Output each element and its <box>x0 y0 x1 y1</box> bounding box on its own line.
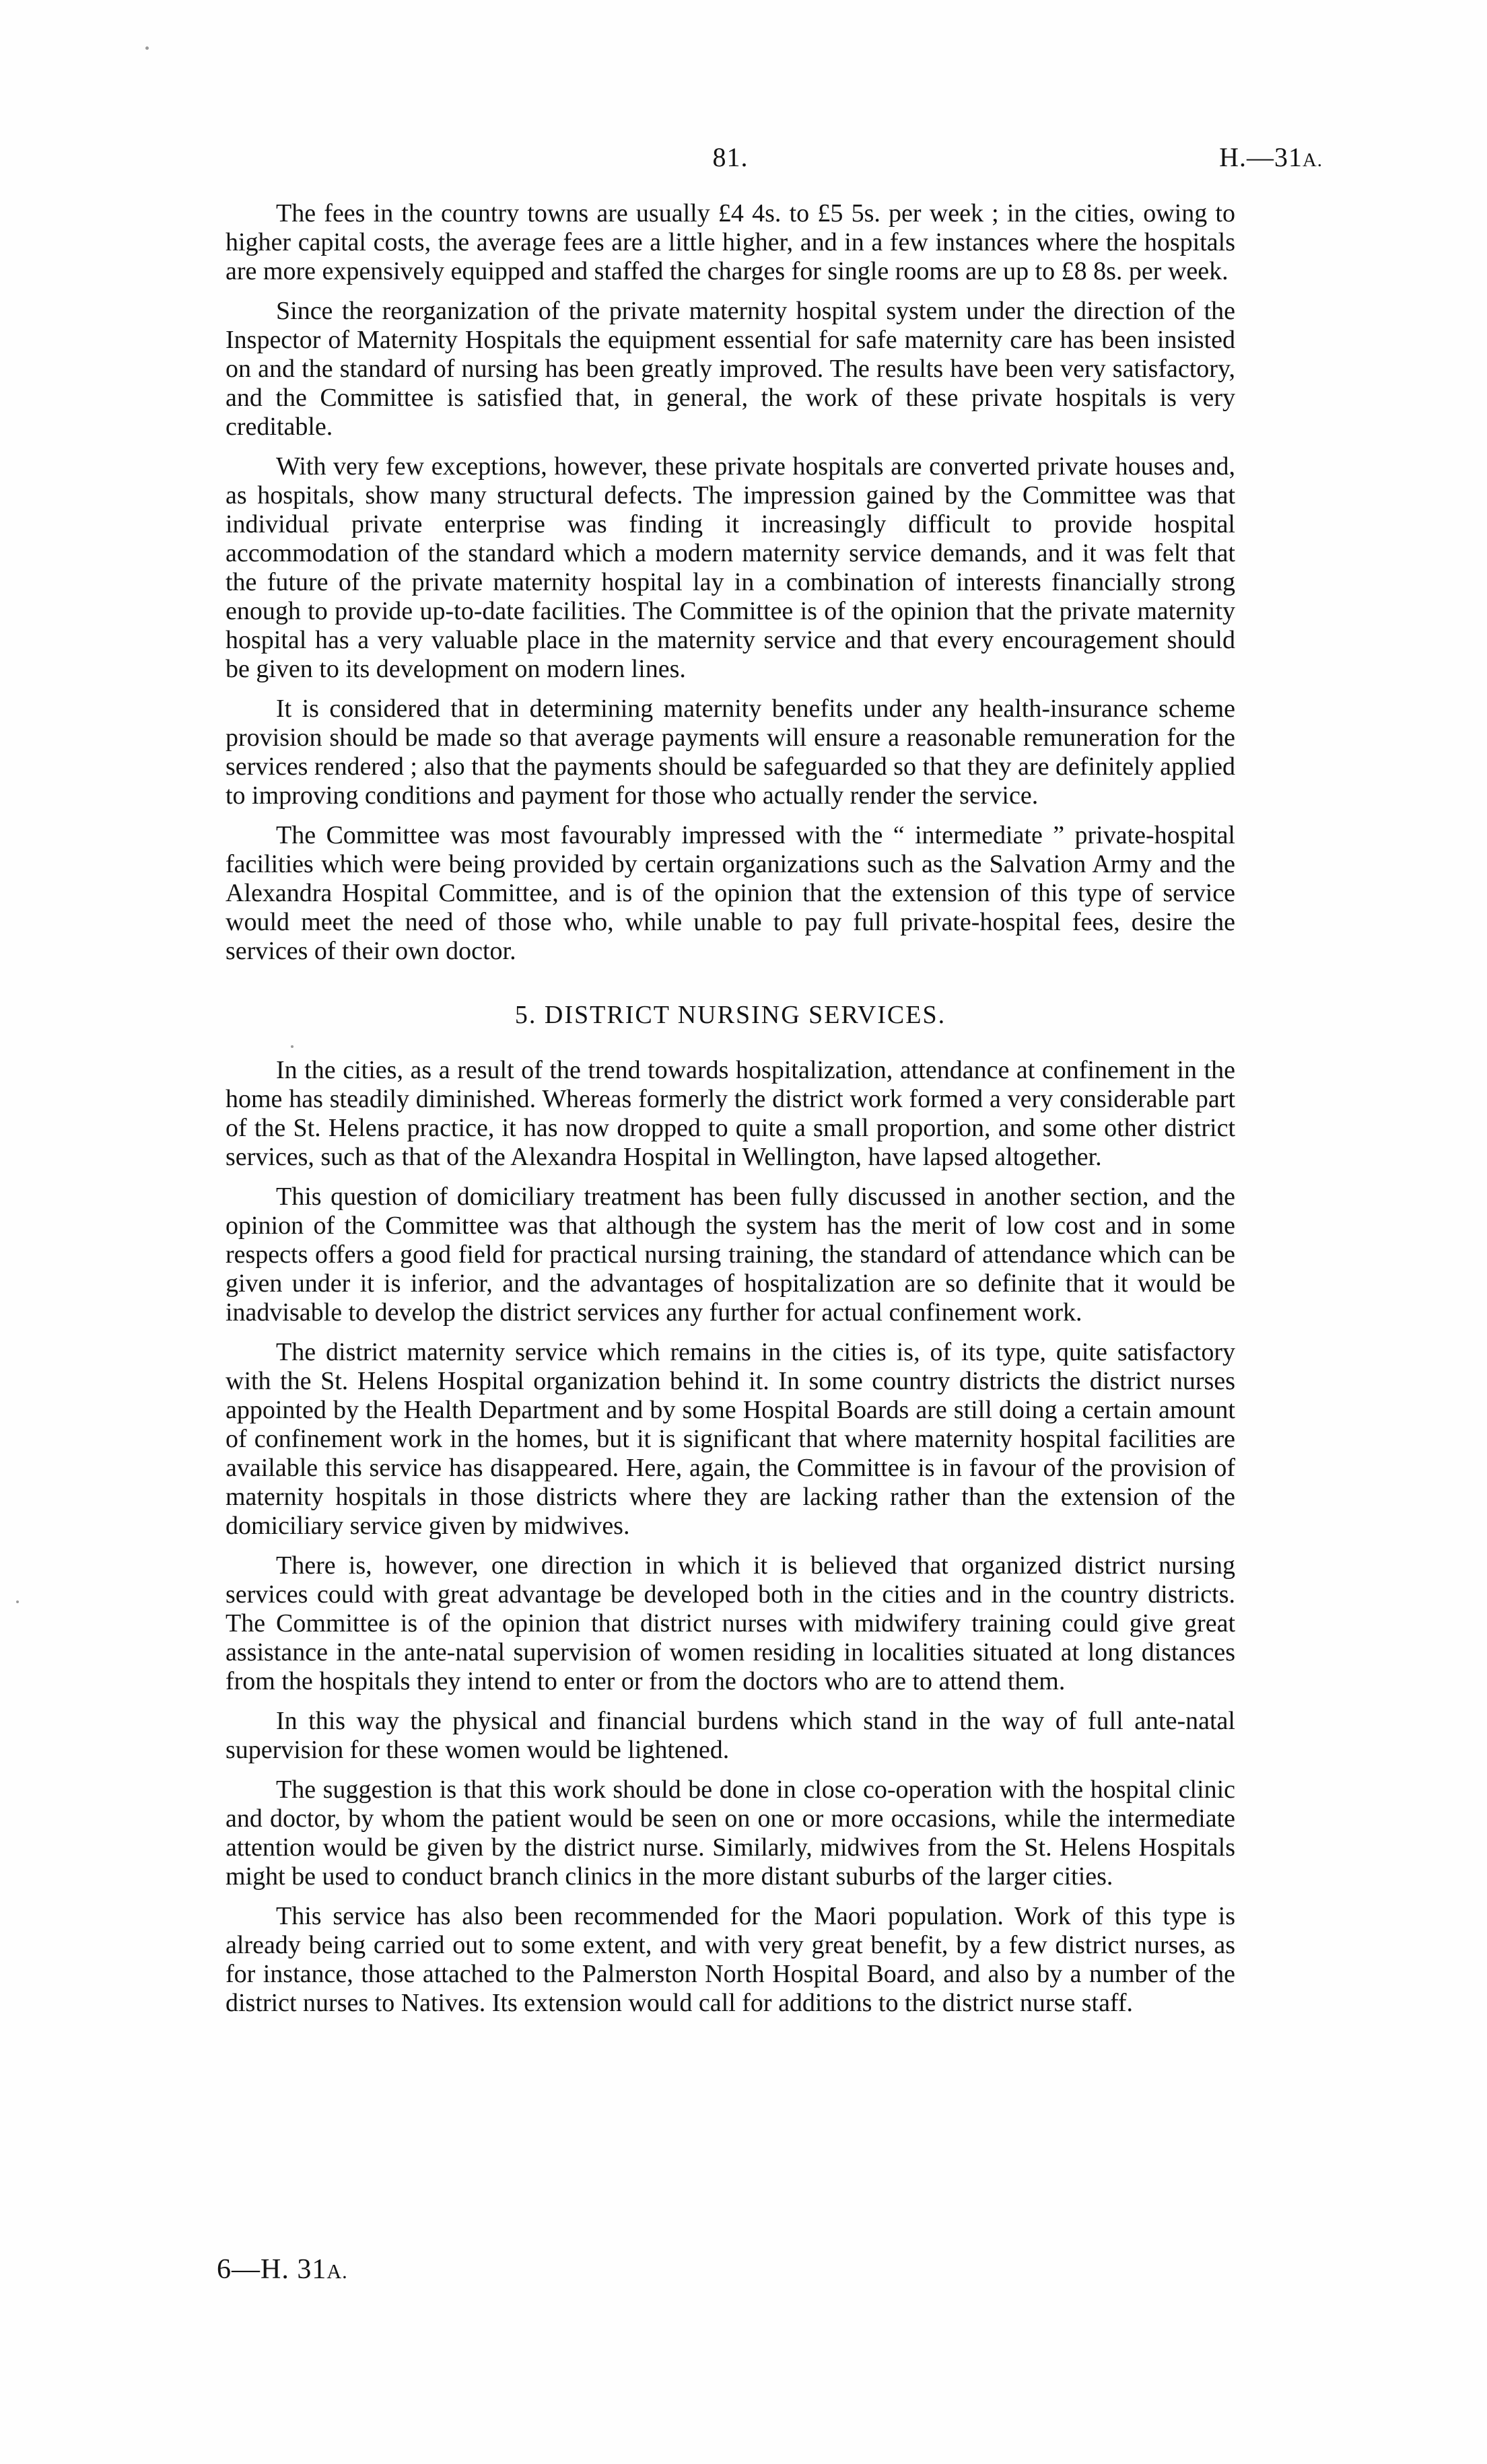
paragraph: In this way the physical and financial burdens which stand in the way of full ante-natal supervision for these women would be lightened. <box>226 1707 1235 1764</box>
paragraph: There is, however, one direction in which it is believed that organized district nursing services could with great advantage be developed both in the cities and in the country districts. The Committee is of the opinion that district nurses with midwifery training could give great assistance in the ante-natal supervision of women residing in localities situated at long distances from the hospitals they intend to enter or from the doctors who are to attend them. <box>226 1551 1235 1695</box>
paragraph: It is considered that in determining maternity benefits under any health-insurance scheme provision should be made so that average payments will ensure a reasonable remuneration for the services rendered ; also that the payments should be safeguarded so that they are definitely applied to improving conditions and payment for those who actually render the service. <box>226 695 1235 810</box>
document-reference-smallcap: A. <box>1303 149 1323 171</box>
document-reference-main: H.—31 <box>1219 142 1303 172</box>
page-footer <box>217 2253 348 2286</box>
page-header <box>226 141 1323 182</box>
paragraph: With very few exceptions, however, these private hospitals are converted private houses and, as hospitals, show many structural defects. The impression gained by the Committee was that individual private enterprise was finding it increasingly difficult to provide hospital accommodation of the standard which a modern maternity service demands, and it was felt that the future of the private maternity hospital lay in a combination of interests financially strong enough to provide up-to-date facilities. The Committee is of the opinion that the private maternity hospital has a very valuable place in the maternity service and that every encouragement should be given to its development on modern lines. <box>226 452 1235 683</box>
paragraph: This question of domiciliary treatment has been fully discussed in another section, and the opinion of the Committee was that although the system has the merit of low cost and in some respects offers a good field for practical nursing training, the standard of attendance which can be given under it is inferior, and the advantages of hospitalization are so definite that it would be inadvisable to develop the district services any further for actual confinement work. <box>226 1183 1235 1327</box>
page-number: 81. <box>712 142 749 172</box>
footer-signature-main: 6—H. 31 <box>217 2254 327 2285</box>
paragraph: The Committee was most favourably impressed with the “ intermediate ” private-hospital facilities which were being provided by certain organizations such as the Salvation Army and the Alexandra Hospital Committee, and is of the opinion that the extension of this type of service would meet the need of those who, while unable to pay full private-hospital fees, desire the services of their own doctor. <box>226 821 1235 965</box>
paragraph: Since the reorganization of the private maternity hospital system under the direction of the Inspector of Maternity Hospitals the equipment essential for safe maternity care has been insisted on and the standard of nursing has been greatly improved. The results have been very satisfactory, and the Committee is satisfied that, in general, the work of these private hospitals is very creditable. <box>226 297 1235 441</box>
paragraph: The suggestion is that this work should be done in close co-operation with the hospital clinic and doctor, by whom the patient would be seen on one or more occasions, while the intermediate attention would be given by the district nurse. Similarly, midwives from the St. Helens Hospitals might be used to conduct branch clinics in the more distant suburbs of the larger cities. <box>226 1775 1235 1891</box>
document-reference <box>1219 141 1323 173</box>
footer-signature-smallcap: A. <box>326 2260 348 2283</box>
paragraph: The fees in the country towns are usually £4 4s. to £5 5s. per week ; in the cities, owing to higher capital costs, the average fees are a little higher, and in a few instances where the hospitals are more expensively equipped and staffed the charges for single rooms are up to £8 8s. per week. <box>226 199 1235 285</box>
document-body <box>226 199 1235 2029</box>
section-heading: 5. DISTRICT NURSING SERVICES. <box>514 1001 946 1029</box>
paragraph: In the cities, as a result of the trend towards hospitalization, attendance at confinement in the home has steadily diminished. Whereas formerly the district work formed a very considerable part of the St. Helens practice, it has now dropped to quite a small proportion, and some other district services, such as that of the Alexandra Hospital in Wellington, have lapsed altogether. <box>226 1056 1235 1171</box>
paragraph: The district maternity service which remains in the cities is, of its type, quite satisfactory with the St. Helens Hospital organization behind it. In some country districts the district nurses appointed by the Health Department and by some Hospital Boards are still doing a certain amount of confinement work in the homes, but it is significant that where maternity hospital facilities are available this service has disappeared. Here, again, the Committee is in favour of the provision of maternity hospitals in those districts where they are lacking rather than the extension of the domiciliary service given by midwives. <box>226 1338 1235 1540</box>
paragraph: This service has also been recommended for the Maori population. Work of this type is already being carried out to some extent, and with very great benefit, by a few district nurses, as for instance, those attached to the Palmerston North Hospital Board, and also by a number of the district nurses to Natives. Its extension would call for additions to the district nurse staff. <box>226 1902 1235 2017</box>
scan-speck <box>16 1600 19 1603</box>
scan-speck <box>145 46 149 50</box>
